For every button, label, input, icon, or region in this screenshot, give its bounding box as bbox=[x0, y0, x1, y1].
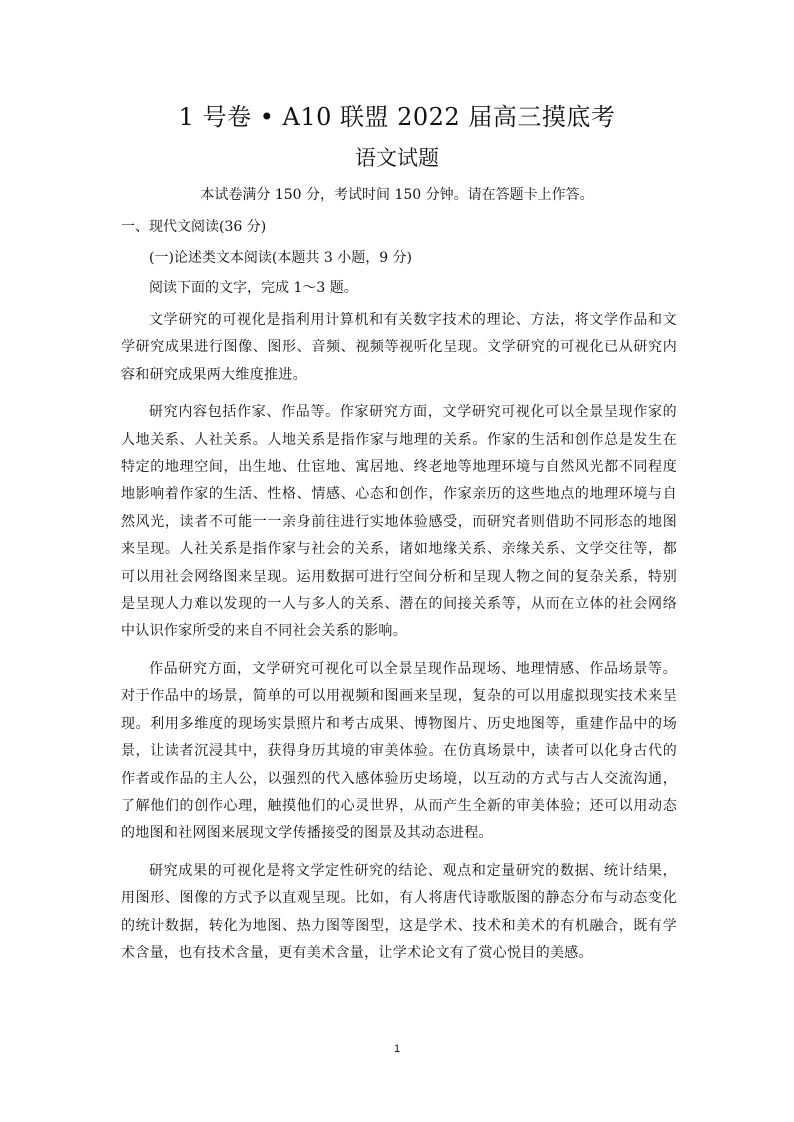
exam-title: 1 号卷 • A10 联盟 2022 届高三摸底考 bbox=[178, 103, 616, 131]
passage-paragraph: 文学研究的可视化是指利用计算机和有关数字技术的理论、方法，将文学作品和文学研究成果进行图像、图形、音频、视频等视听化呈现。文学研究的可视化已从研究内容和研究成果两大维度推进。 bbox=[121, 312, 677, 383]
passage-paragraph: 作品研究方面，文学研究可视化可以全景呈现作品现场、地理情感、作品场景等。对于作品中的场景，简单的可以用视频和图画来呈现，复杂的可以用虚拟现实技术来呈现。利用多维度的现场实景照片和考古成果、博物图片、历史地图等，重建作品中的场景，让读者沉浸其中，获得身历其境的审美体验。在仿真场景中，读者可以化身古代的作者或作品的主人公，以强烈的代入感体验历史场境，以互动的方式与古人交流沟通，了解他们的创作心理，触摸他们的心灵世界，从而产生全新的审美体验；还可以用动态的地图和社网图来展现文学传播接受的图景及其动态进程。 bbox=[121, 660, 677, 842]
subsection-heading: (一)论述类文本阅读(本题共 3 小题，9 分) bbox=[149, 250, 413, 266]
exam-subtitle: 语文试题 bbox=[355, 146, 439, 170]
section-heading: 一、现代文阅读(36 分) bbox=[121, 219, 267, 235]
reading-instruction: 阅读下面的文字，完成 1～3 题。 bbox=[149, 280, 358, 296]
passage-paragraph: 研究成果的可视化是将文学定性研究的结论、观点和定量研究的数据、统计结果，用图形、图像的方式予以直观呈现。比如，有人将唐代诗歌版图的静态分布与动态变化的统计数据，转化为地图、热力图等图型，这是学术、技术和美术的有机融合，既有学术含量，也有技术含量，更有美术含量，让学术论文有了赏心悦目的美感。 bbox=[121, 862, 677, 961]
reading-passage bbox=[121, 307, 677, 977]
page-number: 1 bbox=[393, 1043, 401, 1055]
passage-paragraph: 研究内容包括作家、作品等。作家研究方面，文学研究可视化可以全景呈现作家的人地关系、人社关系。人地关系是指作家与地理的关系。作家的生活和创作总是发生在特定的地理空间，出生地、仕宦地、寓居地、终老地等地理环境与自然风光都不同程度地影响着作家的生活、性格、情感、心态和创作，作家亲历的这些地点的地理环境与自然风光，读者不可能一一亲身前往进行实地体验感受，而研究者则借助不同形态的地图来呈现。人社关系是指作家与社会的关系，诸如地缘关系、亲缘关系、文学交往等，都可以用社会网络图来呈现。运用数据可进行空间分析和呈现人物之间的复杂关系，特别是呈现人力难以发现的一人与多人的关系、潜在的间接关系等，从而在立体的社会网络中认识作家所受的来自不同社会关系的影响。 bbox=[121, 404, 677, 640]
exam-notice: 本试卷满分 150 分，考试时间 150 分钟。请在答题卡上作答。 bbox=[200, 187, 594, 203]
